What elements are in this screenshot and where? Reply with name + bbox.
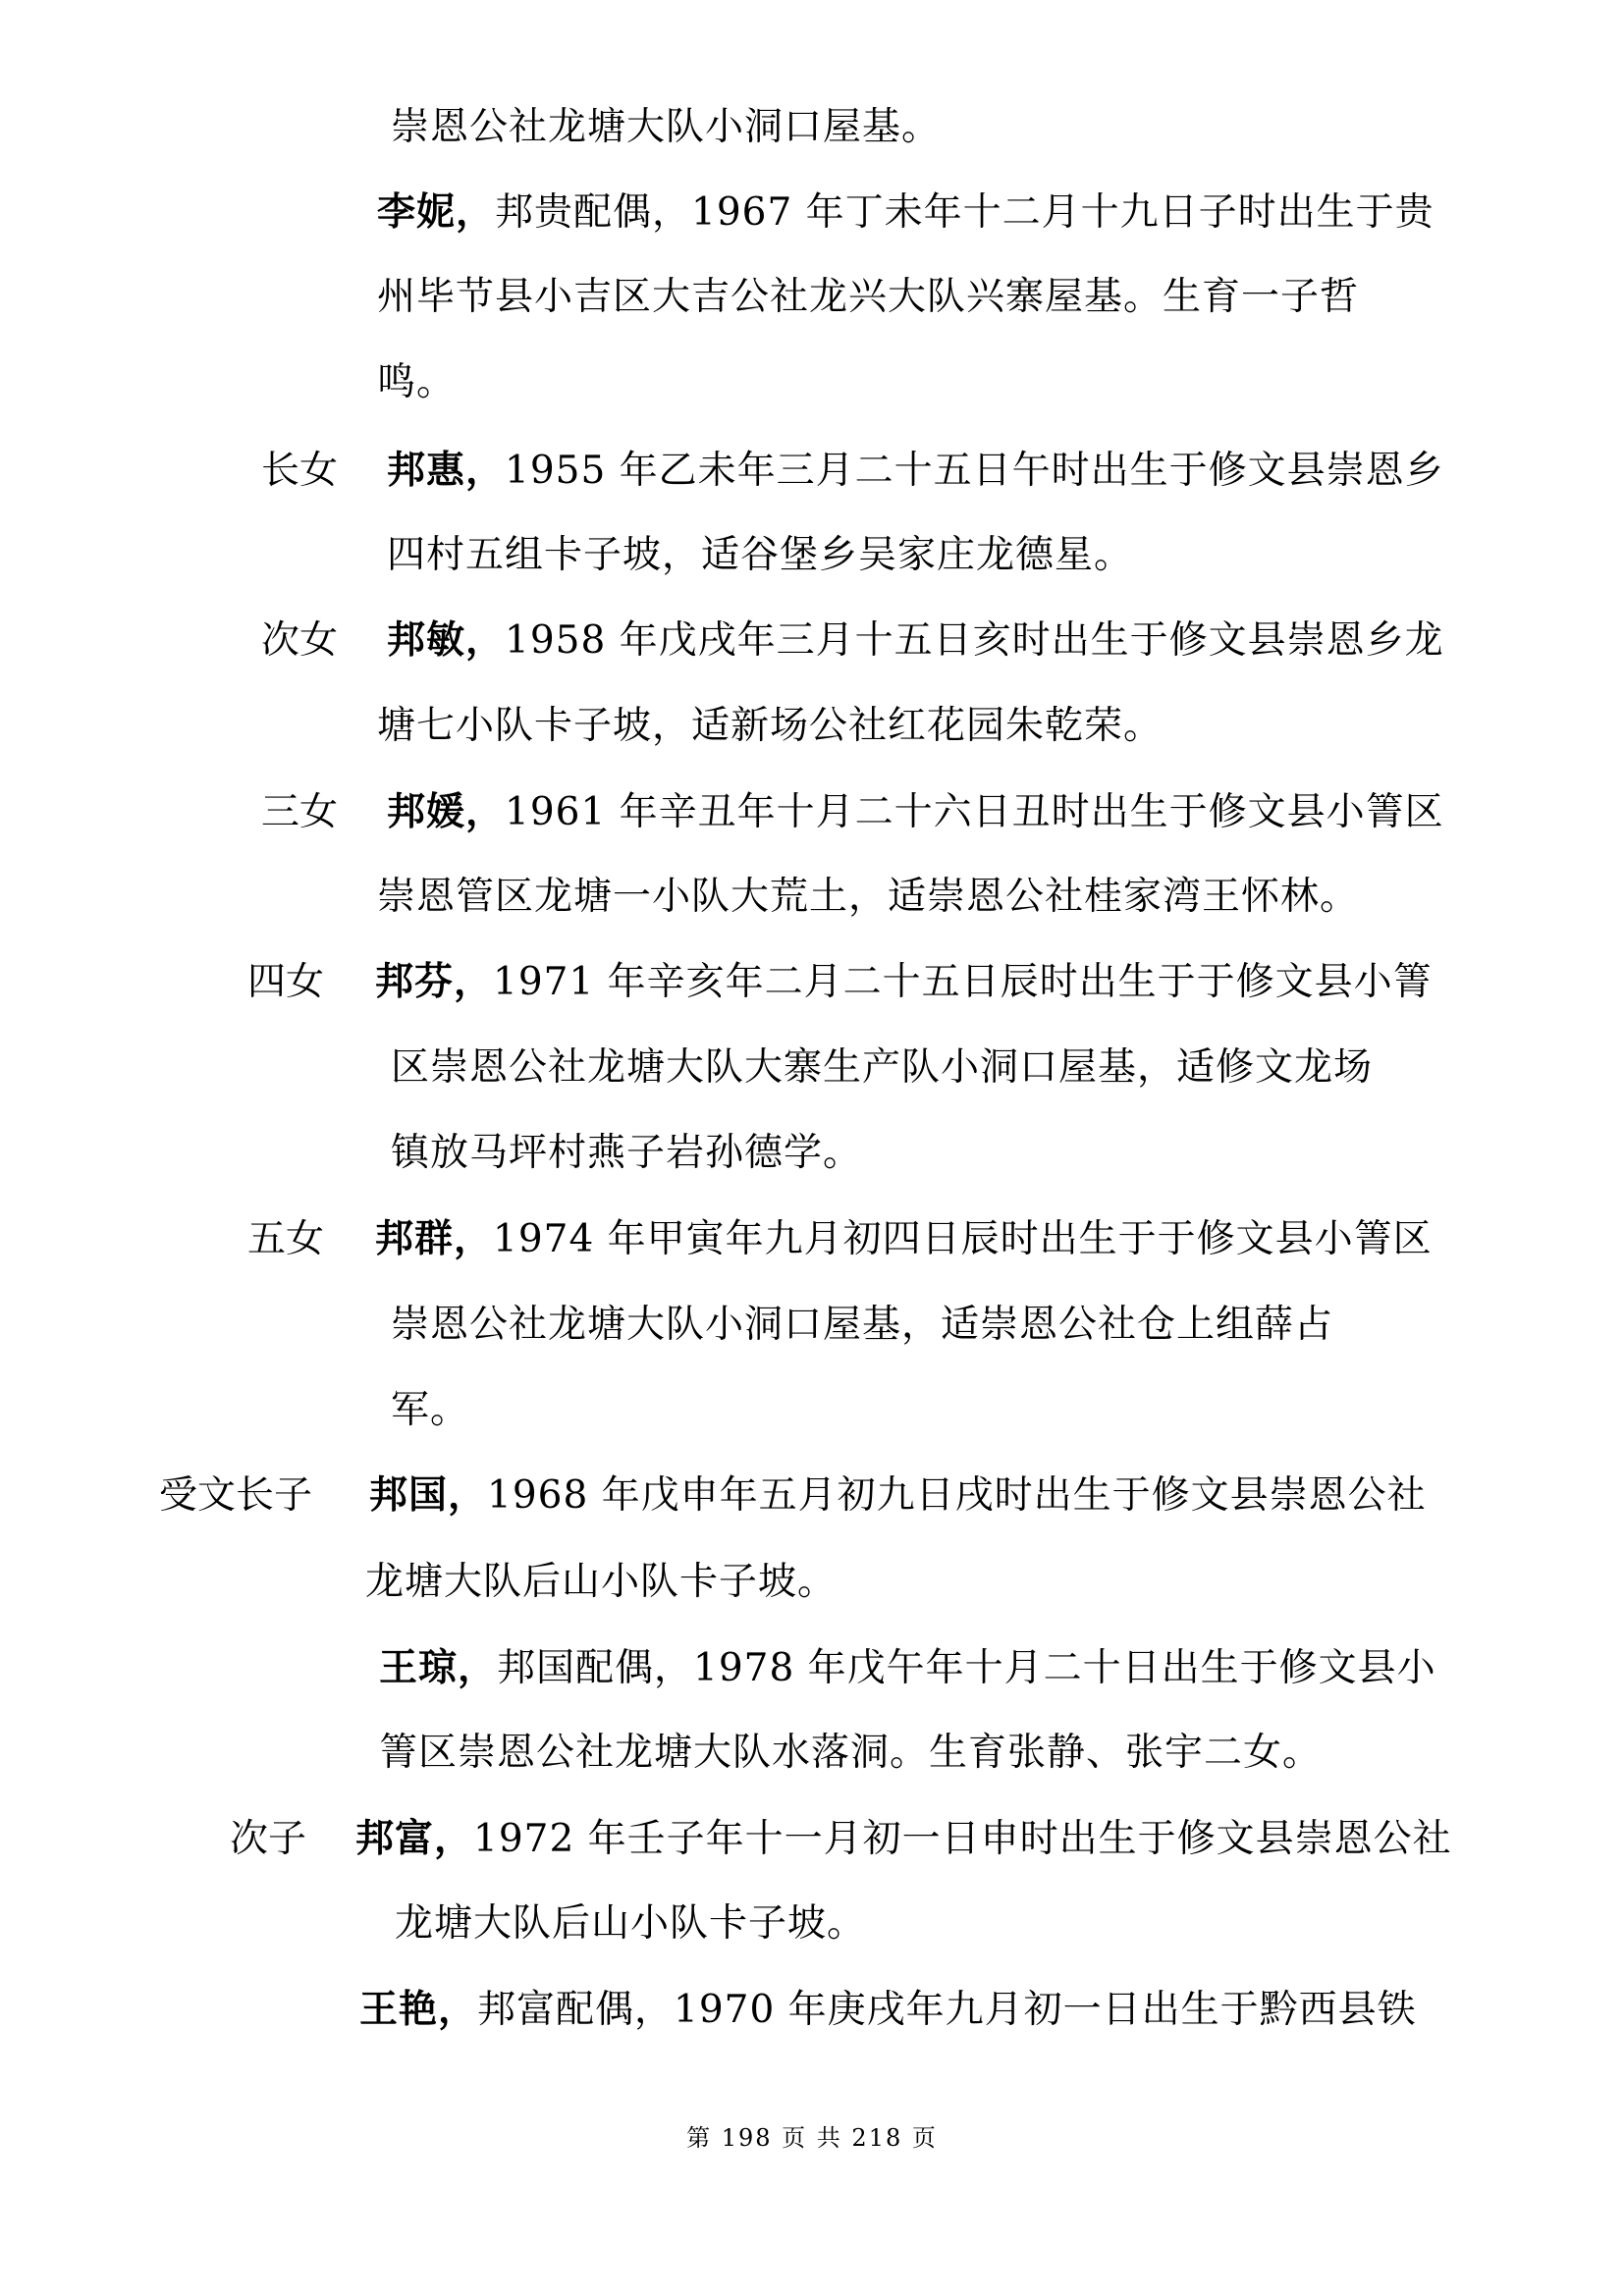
text-line: 崇恩公社龙塘大队小洞口屋基，适崇恩公社仓上组薛占 (391, 1303, 1334, 1347)
relation-label: 受文长子 (159, 1473, 313, 1518)
person-name: 邦惠， (387, 449, 506, 493)
person-name: 邦群， (375, 1217, 494, 1261)
text-line: 邦媛，1961 年辛丑年十月二十六日丑时出生于修文县小箐区 (387, 790, 1444, 834)
relation-label: 长女 (261, 449, 339, 493)
text-line: 军。 (391, 1388, 470, 1432)
person-name: 邦芬， (375, 960, 494, 1004)
text-line: 王琼，邦国配偶，1978 年戊午年十月二十日出生于修文县小 (379, 1646, 1436, 1690)
text-line: 龙塘大队后山小队卡子坡。 (365, 1560, 838, 1604)
relation-label: 次女 (261, 618, 339, 663)
relation-label: 四女 (247, 960, 325, 1004)
person-name: 邦富， (355, 1817, 474, 1861)
person-name: 李妮， (377, 190, 496, 235)
text-line: 邦富，1972 年壬子年十一月初一日申时出生于修文县崇恩公社 (355, 1817, 1452, 1861)
text-line: 鸣。 (377, 360, 457, 404)
text-line: 邦惠，1955 年乙未年三月二十五日午时出生于修文县崇恩乡 (387, 449, 1444, 493)
text-line: 龙塘大队后山小队卡子坡。 (395, 1901, 867, 1946)
text-line: 塘七小队卡子坡，适新场公社红花园朱乾荣。 (377, 704, 1164, 748)
person-name: 王艳， (359, 1988, 478, 2032)
text-line: 李妮，邦贵配偶，1967 年丁未年十二月十九日子时出生于贵 (377, 190, 1435, 235)
text-line: 镇放马坪村燕子岩孙德学。 (391, 1131, 863, 1175)
text-line: 崇恩公社龙塘大队小洞口屋基。 (391, 105, 942, 149)
page-number-footer: 第 198 页 共 218 页 (686, 2124, 938, 2152)
text-line: 四村五组卡子坡，适谷堡乡吴家庄龙德星。 (387, 533, 1134, 577)
text-line: 箐区崇恩公社龙塘大队水落洞。生育张静、张宇二女。 (379, 1731, 1323, 1775)
person-name: 王琼， (379, 1646, 498, 1690)
text-line: 邦敏，1958 年戊戌年三月十五日亥时出生于修文县崇恩乡龙 (387, 618, 1444, 663)
text-line: 区崇恩公社龙塘大队大寨生产队小洞口屋基，适修文龙场 (391, 1045, 1374, 1090)
text-line: 崇恩管区龙塘一小队大荒土，适崇恩公社桂家湾王怀林。 (377, 875, 1360, 919)
text-line: 州毕节县小吉区大吉公社龙兴大队兴寨屋基。生育一子哲 (377, 275, 1360, 319)
text-line: 邦国，1968 年戊申年五月初九日戌时出生于修文县崇恩公社 (369, 1473, 1427, 1518)
text-line: 邦群，1974 年甲寅年九月初四日辰时出生于于修文县小箐区 (375, 1217, 1433, 1261)
relation-label: 三女 (261, 790, 339, 834)
person-name: 邦国， (369, 1473, 488, 1518)
relation-label: 次子 (230, 1817, 307, 1861)
person-name: 邦媛， (387, 790, 506, 834)
person-name: 邦敏， (387, 618, 506, 663)
relation-label: 五女 (247, 1217, 325, 1261)
text-line: 邦芬，1971 年辛亥年二月二十五日辰时出生于于修文县小箐 (375, 960, 1433, 1004)
text-line: 王艳，邦富配偶，1970 年庚戌年九月初一日出生于黔西县铁 (359, 1988, 1417, 2032)
